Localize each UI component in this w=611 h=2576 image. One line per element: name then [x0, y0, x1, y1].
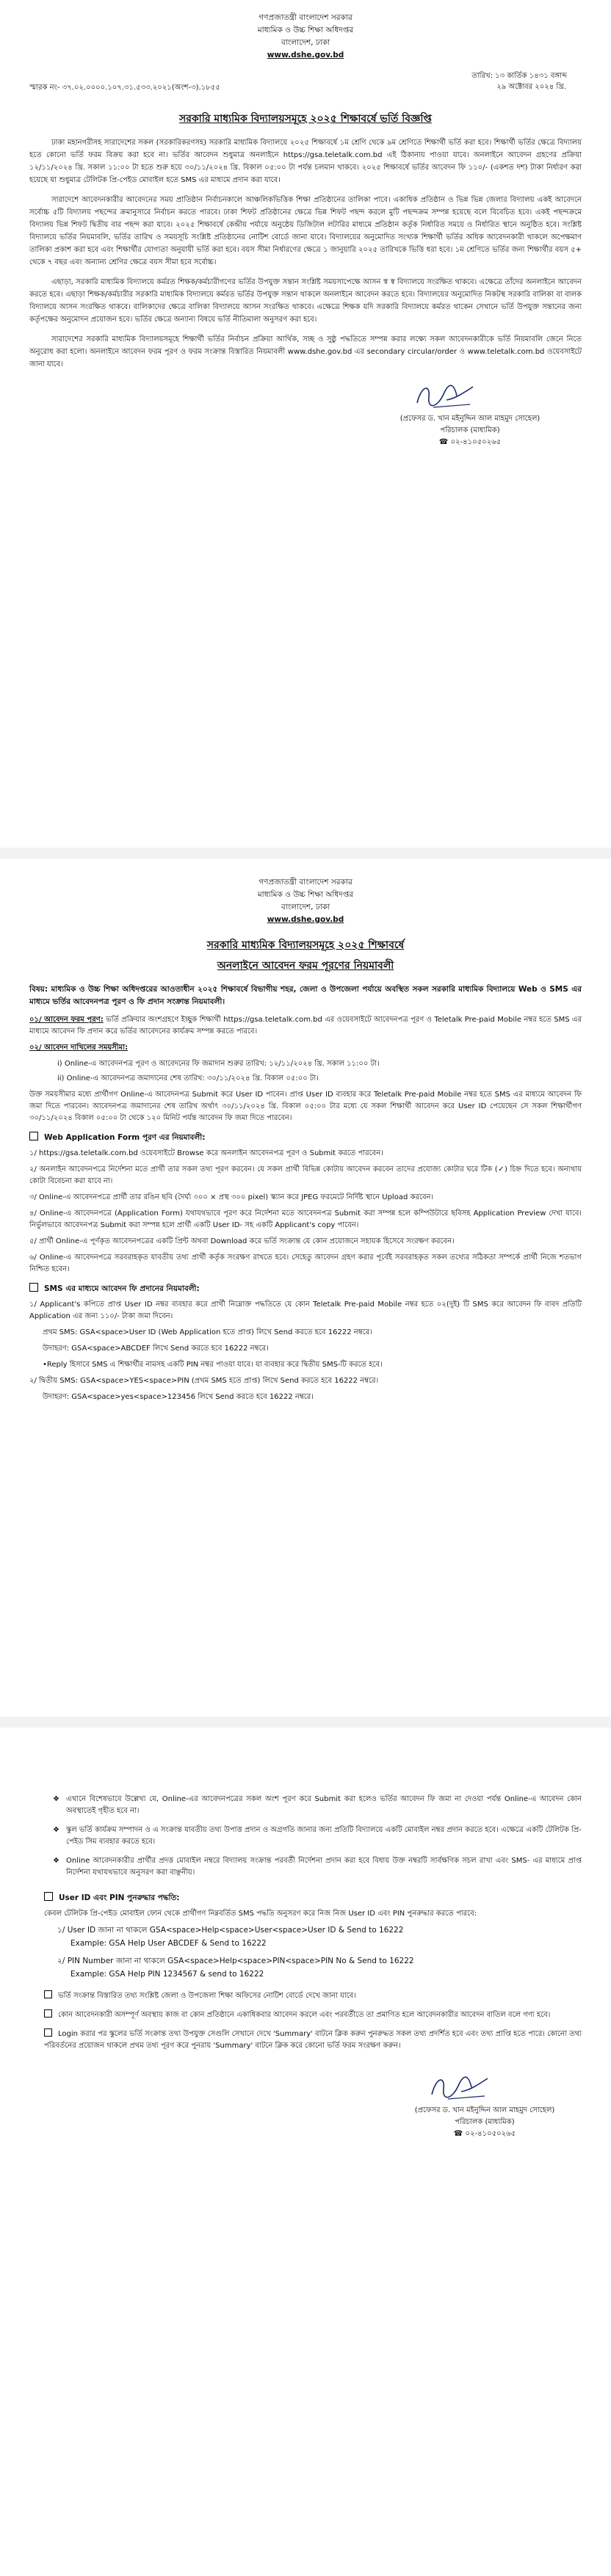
- signature-text: [382, 2105, 588, 2140]
- header-line: মাধ্যমিক ও উচ্চ শিক্ষা অধিদপ্তর: [257, 26, 354, 34]
- bullet-icon: ❖: [53, 1795, 59, 1803]
- subject-line: বিষয়: মাধ্যমিক ও উচ্চ শিক্ষা অধিদপ্তরের আওতাধীন ২০২৫ শিক্ষাবর্ষে বিভাগীয় শহর, জেলা ও উপজেলা পর্যায়ে অবস্থিত সকল সরকারি মাধ্যমিক বিদ্যালয়ে Web ও SMS এর মাধ্যমে ভর্তির আবেদনপত্র পূরণ ও ফি প্রদান সংক্রান্ত নিয়মাবলী।: [29, 985, 582, 1006]
- notice-paragraph: এছাড়া, সরকারি মাধ্যমিক বিদ্যালয়ে কর্মরত শিক্ষক/কর্মচারীগণের ভর্তির উপযুক্ত সন্তান সংশ্লিষ্ট সময়সাপেক্ষে আসন স্ব স্ব বিদ্যালয়ে সংরক্ষিত থাকবে। এক্ষেত্রে তাঁদের অনলাইনে আবেদন করতে হবে। এছাড়া শিক্ষক/কর্মচারীর সরকারি মাধ্যমিক বিদ্যালয়ে কর্মরত ভর্তির উপযুক্ত সন্তান থাকলে অনলাইনে আবেদন করতে হবে। বিদ্যালয়ের অনুমোদিত নিকটস্থ সরকারি বালিকা বা বালক বিদ্যালয়ে আসন সংরক্ষিত থাকবে। বালিকাদের ক্ষেত্রে বালিকা বিদ্যালয়ে আসন সংরক্ষিত থাকবে। এক্ষেত্রে শিক্ষক যদি সরকারি বিদ্যালয়ে কর্মরত থাকেন সেখানে ভর্তি উপযুক্ত সন্তানের জন্য কর্তৃপক্ষের অনুমোদন প্রয়োজন হবে। ভর্তির ক্ষেত্রে অন্যান্য বিষয়ে ভর্তি নীতিমালা অনুসরণ করা হবে।: [29, 278, 582, 324]
- sms-item: প্রথম SMS: GSA<space>User ID (Web Application হতে প্রাপ্ত) লিখে Send করতে হবে 16222 নম্বরে।: [43, 1328, 372, 1336]
- notice-paragraph: সারাদেশের সরকারি মাধ্যমিক বিদ্যালয়সমূহে শিক্ষার্থী ভর্তির নির্বাচন প্রক্রিয়া আর্থিক, সচ্ছ ও সুষ্ঠু পদ্ধতিতে সম্পন্ন করার লক্ষ্যে সকল আবেদনকারীকে ভর্তি নিয়মাবলি জেনে নিতে অনুরোধ করা হলো। অনলাইনে আবেদন ফরম পূরণ ও ফরম সংক্রান্ত বিস্তারিত নিয়মাবলী www.dshe.gov.bd এর secondary circular/order ও www.teletalk.com.bd ওয়েবসাইটে জানা যাবে।: [29, 335, 582, 368]
- sms-example: উদাহরণ: GSA<space>ABCDEF লিখে Send করতে হবে 16222 নম্বরে।: [43, 1345, 269, 1353]
- web-form-item: ৫/ প্রার্থী Online-এ পূর্ণকৃত আবেদনপত্রের একটি প্রিন্ট অথবা Download করে ভর্তি সংক্রান্ত যে কোন প্রয়োজনে সহায়ক হিসেবে সংরক্ষণ করবেন।: [29, 1237, 455, 1245]
- sms-payment-heading: SMS এর মাধ্যমে আবেদন ফি প্রদানের নিয়মাবলী:: [29, 1283, 582, 1295]
- section-heading: ০১/ আবেদন ফরম পূরণ:: [29, 1016, 104, 1024]
- web-form-heading: Web Application Form পূরণ এর নিয়মাবলী:: [29, 1132, 582, 1143]
- instructions-title-line1: সরকারি মাধ্যমিক বিদ্যালয়সমূহে ২০২৫ শিক্ষাবর্ষে: [206, 939, 405, 951]
- signatory-phone: ☎ ০২-৪১০৫০২৬৫: [438, 438, 502, 446]
- userid-recovery-intro: কেবল টেলিটক প্রি-পেইড মোবাইল ফোন থেকে প্রার্থীগণ নিম্নবর্তিত SMS পদ্ধতি অনুসরণ করে নিজ নিজ User ID এবং PIN পুনরুদ্ধার করতে পারবে:: [44, 1910, 477, 1918]
- signatory-name: (প্রফেসর ড. খান মইনুদ্দিন আল মাহমুদ সোহেল): [414, 2106, 555, 2114]
- userid-recovery-heading: User ID এবং PIN পুনরুদ্ধার পদ্ধতি:: [44, 1892, 582, 1904]
- signatory-title: পরিচালক (মাধ্যমিক): [440, 426, 500, 434]
- checkbox-icon: [44, 1990, 52, 1998]
- note-item: Login করার পর স্কুলের ভর্তি সংক্রান্ত তথ্য উপযুক্ত সেগুলি সেখানে দেখে 'Summary' বাটনে ক্লিক করুন পুনরুদ্ধত সকল তথ্য প্রদর্শিত হবে এবং তথ্য প্রাপ্তি হতে পারে। কোনো তথ্য পরিবর্তনের প্রয়োজন থাকলে প্রথম তথ্য পূরণ করে পুনরায় 'Summary' বাটনে ক্লিক করে কোনো ভর্তি ফরম সংরক্ষণ করুন।: [44, 2030, 582, 2050]
- notice-paragraph: সারাদেশে আবেদনকারীর আবেদনের সময় প্রাতিষ্ঠান নির্বাচনকালে আঞ্চলিকভিত্তিক শিক্ষা প্রতিষ্ঠানের তালিকা পাবে। একাধিক প্রতিষ্ঠান ও ভিন্ন ভিন্ন জেলার বিদ্যালয় একই আবেদনে সর্বোচ্চ ৫টি বিদ্যালয় পছন্দের ক্রমানুসারে নির্বাচন করতে পারবে। ঢাকা শিফট প্রতিষ্ঠানের ক্ষেত্রে ভিন্ন শিফট পছন্দ করলে মুটি পছন্দক্রম সম্পন্ন হয়েছে বলে বিবেচিত হবে। একই পছন্দক্রমে বিদ্যালয় ভিন্ন শিফট দ্বিতীয় বার পছন্দ করা যাবে। ২০২৫ শিক্ষাবর্ষে কেন্দ্রীয় পর্যায়ে অনুষ্ঠেয় ডিজিটাল লটারির মাধ্যমে প্রতিষ্ঠান কর্তৃক নির্ধারিত সময়ে ও নির্ধারিত স্থানে অনুষ্ঠিত হবে। সংশ্লিষ্ট বিদ্যালয়ে ভর্তির নিয়মাবলি, ভর্তির তারিখ ও সময়সূচি সংশ্লিষ্ট প্রতিষ্ঠানের নোটিশ বোর্ডে জানা যাবে। বিদ্যালয়ের অনুমোদিত সংখ্যক শিক্ষার্থী ভর্তির অধিক আবেদনকারী থাকলে অপেক্ষমাণ তালিকা প্রকাশ করা হবে এবং শিক্ষার্থীর যোগ্যতা অনুযায়ী ভর্তি করা হবে। বয়স সীমা নির্ধারণের ক্ষেত্রে ১ জানুয়ারি ২০২৫ তারিখকে ভিত্তি ধরা হবে। ১ম শ্রেণিতে ভর্তির জন্য শিক্ষার্থীর বয়স ৫+ থেকে ৭ বছর এবং অন্যান্য শ্রেণির ক্ষেত্রে বয়স সীমা হবে সর্বোচ্চ।: [29, 196, 582, 266]
- header-line: বাংলাদেশ, ঢাকা: [281, 903, 330, 912]
- checkbox-icon: [29, 1283, 38, 1292]
- bullet-icon: ❖: [53, 1857, 59, 1865]
- deadline-note: উক্ত সময়সীমার মধ্যে প্রার্থীগণ Online-এ আবেদনপত্র Submit করে User ID পাবেন। প্রাপ্ত User ID ব্যবহার করে Teletalk Pre-paid Mobile নম্বর হতে SMS এর মাধ্যমে আবেদন ফি জমা দিতে পারবেন। আবেদনপত্র জমাদানের শেষ তারিখ অর্থাৎ ৩০/১১/২০২৪ খ্রি. বিকাল ০৫:০০ টার মধ্যে যে সকল শিক্ষার্থী আবেদন করে User ID পেয়েছেন সে সকল শিক্ষার্থীগণ ৩০/১১/২০২৪ বিকাল ০৫:০০ টা থেকে ১২০ মিনিট পর্যন্ত আবেদন ফি জমা দিতে পারবেন।: [29, 1091, 582, 1122]
- recovery-example: Example: GSA Help PIN 1234567 & send to 16222: [70, 1970, 264, 1979]
- notice-page-2: [0, 859, 611, 1717]
- header-line: গণপ্রজাতন্ত্রী বাংলাদেশ সরকার: [258, 13, 352, 22]
- recovery-step: ২/ PIN Number জানা না থাকলে GSA<space>Help<space>PIN<space>PIN No & Send to 16222: [57, 1957, 414, 1965]
- section-text: ভর্তি প্রক্রিয়ার অংশগ্রহণে ইচ্ছুক শিক্ষার্থী https://gsa.teletalk.com.bd এর ওয়েবসাইটে আবেদনপত্র পূরণ ও Teletalk Pre-paid Mobile নম্বর হতে SMS এর মাধ্যমে আবেদন ফি প্রদান করে ভর্তির আবেদনের কার্যক্রম সম্পন্ন করতে পারবে।: [29, 1016, 582, 1036]
- notice-paragraph: ঢাকা মহানগরীসহ সারাদেশের সকল (সরকারিকরণসহ) সরকারি মাধ্যমিক বিদ্যালয়ে ২০২৫ শিক্ষাবর্ষে ১ম শ্রেণি থেকে ৯ম শ্রেণিতে শিক্ষার্থী ভর্তি করা হবে। শিক্ষার্থী ভর্তির ক্ষেত্রে বিদ্যালয় হতে কোনো ভর্তি ফরম বিক্রয় করা হবে না। ভর্তির আবেদন শুধুমাত্র অনলাইনে https://gsa.teletalk.com.bd এই ঠিকানায় পাওয়া যাবে। অনলাইনে আবেদন গ্রহণের প্রক্রিয়া ১২/১১/২০২৪ খ্রি. সকাল ১১:০০ টা হতে শুরু হয়ে ৩০/১১/২০২৪ খ্রি. বিকাল ০৫:০০ টা পর্যন্ত চলমান থাকবে। ২০২৫ শিক্ষাবর্ষে ভর্তির আবেদন ফি ১১০/- (একশত দশ) টাকা নির্ধারণ করা হয়েছে যা শুধুমাত্র টেলিটক প্রি-পেইড মোবাইল হতে SMS এর মাধ্যমে প্রদান করা যাবে।: [29, 139, 582, 184]
- reference-number: স্মারক নং- ৩৭.০২.০০০০.১০৭.৩১.৫৩৩.২০২১(অংশ-৩).১৮৫৫: [29, 84, 220, 92]
- checkbox-icon: [44, 1892, 53, 1901]
- reference-date: [471, 70, 567, 92]
- header-line: বাংলাদেশ, ঢাকা: [281, 38, 330, 47]
- bullet-icon: ❖: [53, 1826, 59, 1834]
- office-header: [29, 12, 582, 62]
- date-label: তারিখ:: [471, 72, 493, 80]
- recovery-step: ১/ User ID জানা না থাকলে GSA<space>Help<space>User<space>User ID & Send to 16222: [57, 1926, 404, 1935]
- web-form-item: ২/ অনলাইন আবেদনপত্রে নির্দেশনা মতে প্রার্থী তার সকল তথ্য পূরণ করবেন। যে সকল প্রার্থী বিভিন্ন কোটায় আবেদন করবেন তাদের প্রযোজ্য কোটার ঘরে টিক (✓) চিহ্ন দিতে হবে। অন্যথায় কোটা বিবেচনা করা যাবে না।: [29, 1165, 582, 1185]
- header-website[interactable]: www.dshe.gov.bd: [267, 51, 344, 59]
- signature-block: [44, 2070, 582, 2150]
- deadline-step: i) Online-এ আবেদনপত্র পূরণ ও আবেদনের ফি জমাদান শুরুর তারিখ: ১২/১১/২০২৪ খ্রি. সকাল ১১:০০ টা।: [57, 1060, 380, 1068]
- list-item: ❖ স্কুল ভর্তি কার্যক্রম সম্পাদন ও এ সংক্রান্ত যাবতীয় তথ্য উপাত্ত প্রদান ও অগ্রগতি জানার জন্য প্রতিটি বিদ্যালয়ে একটি মোবাইল নম্বর প্রদান করতে হবে। এক্ষেত্রে একটি টেলিটক প্রি-পেইড সিম ব্যবহার করতে হবে।: [53, 1826, 582, 1846]
- sms-item: •Reply হিসাবে SMS এ শিক্ষার্থীর নামসহ একটি PIN নম্বর পাওয়া যাবে। যা ব্যবহার করে দ্বিতীয় SMS-টি করতে হবে।: [43, 1361, 383, 1369]
- sms-item: ১/ Applicant's কপিতে প্রাপ্ত User ID নম্বর ব্যবহার করে প্রার্থী নিম্নোক্ত পদ্ধতিতে যে কোন Teletalk Pre-paid Mobile নম্বর হতে ০২(দুই) টি SMS করে আবেদন ফি বাবদ প্রতিটি Application এর জন্য ১১০/- টাকা জমা দিবেন।: [29, 1300, 582, 1320]
- notice-page-3: [0, 1728, 611, 2576]
- date-bangla: ১৩ কার্তিক ১৪৩১ বঙ্গাব্দ: [495, 72, 567, 80]
- section-form-fill: [29, 1014, 582, 1038]
- signature-image: [426, 2070, 492, 2103]
- header-website[interactable]: www.dshe.gov.bd: [267, 915, 344, 924]
- signature-text: [367, 413, 573, 448]
- reference-row: [29, 70, 582, 100]
- web-form-item: ১/ https://gsa.teletalk.com.bd ওয়েবসাইটে Browse করে অনলাইন আবেদনপত্র পূরণ ও Submit করতে পারবেন।: [29, 1149, 383, 1157]
- recovery-example: Example: GSA Help User ABCDEF & Send to 16222: [70, 1939, 267, 1948]
- signature-image: [411, 378, 477, 412]
- web-form-item: ৬/ Online-এ আবেদনপত্রে সরবরাহকৃত যাবতীয় তথ্য প্রার্থী কর্তৃক সংরক্ষণ রাখতে হবে। সেহেতু আবেদন গ্রহণ করার পূর্বেই সরবরাহকৃত সকল তথ্যের সঠিকতা সম্পর্কে প্রার্থী নিজে শতভাগ নিশ্চিত হবেন।: [29, 1254, 582, 1273]
- header-line: গণপ্রজাতন্ত্রী বাংলাদেশ সরকার: [258, 878, 352, 887]
- date-english: ২৯ অক্টোবর ২০২৪ খ্রি.: [496, 83, 566, 91]
- notice-title: সরকারি মাধ্যমিক বিদ্যালয়সমূহে ২০২৫ শিক্ষাবর্ষে ভর্তি বিজ্ঞপ্তি: [179, 113, 432, 125]
- web-form-item: ৩/ Online-এ আবেদনপত্রে প্রার্থী তার রঙিন ছবি (দৈর্ঘ্য ৩০০ × প্রস্থ ৩০০ pixel) স্ক্যান করে JPEG ফরমেটে নির্দিষ্ট স্থানে Upload করবেন।: [29, 1193, 434, 1201]
- checkbox-icon: [44, 2029, 52, 2037]
- signatory-phone: ☎ ০২-৪১০৫০২৬৫: [453, 2130, 516, 2138]
- note-item: ভর্তি সংক্রান্ত বিস্তারিত তথ্য সংশ্লিষ্ট জেলা ও উপজেলা শিক্ষা অফিসের নোটিশ বোর্ডে দেখে জানা যাবে।: [44, 1990, 582, 2002]
- web-form-item: ৪/ Online-এ আবেদনপত্রে (Application Form) যথাযথভাবে পূরণ করে নির্দেশনা মতে আবেদনপত্র Submit করা সম্পন্ন হলে কম্পিউটারে ছবিসহ Application Preview দেখা যাবে। নির্ভুলভাবে আবেদনপত্র Submit করা সম্পন্ন হলে প্রার্থী একটি User ID- সহ একটি Applicant's copy পাবেন।: [29, 1209, 582, 1229]
- header-line: মাধ্যমিক ও উচ্চ শিক্ষা অধিদপ্তর: [257, 890, 354, 899]
- sms-item: ২/ দ্বিতীয় SMS: GSA<space>YES<space>PIN (প্রথম SMS হতে প্রাপ্ত) লিখে Send করতে হবে 16222 নম্বরে।: [29, 1377, 379, 1385]
- checkbox-icon: [44, 2009, 52, 2017]
- section-deadline: [29, 1042, 582, 1054]
- instructions-title-line2: অনলাইনে আবেদন ফরম পূরণের নিয়মাবলী: [217, 960, 394, 972]
- note-item: কোন আবেদনকারী অসম্পূর্ণ অবস্থায় কাজ বা কোন প্রতিষ্ঠানে একাধিকবার আবেদন করলে এবং পরবর্তীতে তা প্রমাণিত হলে আবেদনকারীর আবেদন বাতিল বলে গণ্য হবে।: [44, 2009, 582, 2021]
- signatory-title: পরিচালক (মাধ্যমিক): [455, 2118, 515, 2126]
- list-item: ❖ এখানে বিশেষভাবে উল্লেখ্য যে, Online-এর আবেদনপত্রের সকল অংশ পূরণ করে Submit করা হলেও ভর্তির আবেদন ফি জমা না দেওয়া পর্যন্ত Online-এ আবেদন কোন অবস্থাতেই গৃহীত হবে না।: [53, 1795, 582, 1815]
- checkbox-icon: [29, 1132, 38, 1140]
- office-header: [29, 876, 582, 926]
- notice-page-1: [0, 0, 611, 848]
- signatory-name: (প্রফেসর ড. খান মইনুদ্দিন আল মাহমুদ সোহেল): [400, 415, 540, 423]
- signature-block: [29, 378, 582, 459]
- deadline-step: ii) Online-এ আবেদনপত্র জমাদানের শেষ তারিখ: ৩০/১১/২০২৪ খ্রি. বিকাল ০৫:০০ টা।: [57, 1074, 319, 1083]
- sms-example: উদাহরণ: GSA<space>yes<space>123456 লিখে Send করতে হবে 16222 নম্বরে।: [43, 1393, 314, 1401]
- section-heading: ০২/ আবেদন দাখিলের সময়সীমা:: [29, 1044, 129, 1052]
- list-item: ❖ Online আবেদনকারীর প্রার্থীর প্রদত্ত মোবাইল নম্বরে বিদ্যালয় সংক্রান্ত পরবর্তী নির্দেশনা প্রদান করা হবে বিধায় উক্ত নম্বরটি সার্বক্ষণিক সচল রাখা এবং SMS- এর মাধ্যমে প্রাপ্ত নির্দেশনা যথাযথভাবে অনুসরণ করা বাঞ্ছনীয়।: [53, 1857, 582, 1877]
